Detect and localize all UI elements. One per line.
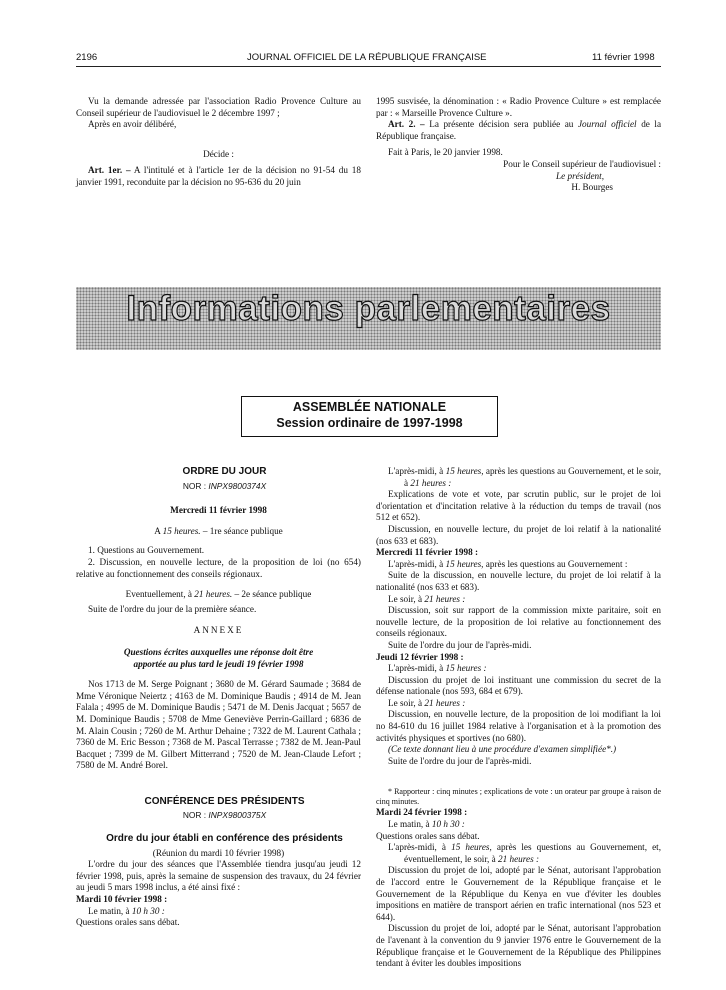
- text: L'après-midi, à: [388, 466, 444, 476]
- time-line: [376, 663, 661, 675]
- ordre-etabli-title: Ordre du jour établi en conférence des présidents: [106, 833, 343, 845]
- time-line: [376, 842, 661, 865]
- page-number: 2196: [76, 52, 98, 63]
- text: L'après-midi, à: [388, 663, 444, 674]
- text: L'après-midi, à: [388, 558, 444, 569]
- top-right-column: [376, 96, 661, 194]
- time-line: [376, 466, 661, 489]
- assembly-box: [241, 396, 498, 437]
- nor-code: INPX9800374X: [208, 480, 267, 491]
- text: Le matin, à: [388, 819, 430, 830]
- paragraph: Questions orales sans débat.: [76, 917, 180, 928]
- article-text: A l'intitulé et à l'article 1er de la décision no 91-54 du 18 janvier 1991, reconduite par la décision no 95-636 du 20 juin: [76, 165, 361, 187]
- article-2: [376, 119, 661, 142]
- banner-title: Informations parlementaires: [126, 289, 611, 328]
- time-line: [376, 698, 661, 710]
- time: 15 heures,: [445, 558, 484, 569]
- text: après les questions au Gouvernement, et le soir, à: [404, 466, 662, 488]
- nor-code: INPX9800375X: [208, 810, 267, 821]
- assembly-name: ASSEMBLÉE NATIONALE: [292, 400, 447, 414]
- reunion-line: (Réunion du mardi 10 février 1998): [152, 847, 285, 858]
- paragraph: Suite de l'ordre du jour de l'après-midi.: [388, 639, 532, 650]
- text: Le soir, à: [388, 697, 423, 708]
- session-name: Session ordinaire de 1997-1998: [276, 416, 463, 430]
- paragraph: Explications de vote et vote, par scrutin public, sur le projet de loi d'orientation et d'incitation relative à la réduction du temps de travail (nos 512 et 652).: [376, 489, 661, 523]
- time: 15 heures,: [445, 466, 484, 476]
- header-rule: [76, 66, 661, 67]
- seance-line: [76, 589, 361, 601]
- header-date: 11 février 1998: [592, 52, 655, 63]
- article-text: de la République française.: [376, 119, 662, 141]
- time-line: [76, 906, 361, 918]
- paragraph: Discussion du projet de loi instituant une commission du secret de la défense nationale (nos 593, 684 et 679).: [376, 674, 661, 697]
- journal-name: Journal officiel: [577, 119, 637, 130]
- paragraph: Discussion, en nouvelle lecture, du projet de loi relatif à la nationalité (nos 633 et 683).: [376, 523, 661, 546]
- nor-label: NOR :: [182, 810, 207, 821]
- time: 21 heures :: [424, 593, 466, 604]
- article-1: [76, 165, 361, 188]
- conference-title: CONFÉRENCE DES PRÉSIDENTS: [144, 795, 305, 807]
- text: après les questions au Gouvernement, et, éventuellement, le soir, à: [404, 842, 662, 864]
- date-heading: Mardi 24 février 1998 :: [376, 807, 468, 818]
- text: Eventuellement, à: [125, 589, 192, 600]
- article-text: La présente décision sera publiée au: [429, 119, 574, 130]
- article-label: Art. 2. –: [388, 119, 425, 130]
- text: après les questions au Gouvernement :: [485, 558, 628, 569]
- left-column: [76, 466, 361, 929]
- signoff: Pour le Conseil supérieur de l'audiovisuel :: [503, 158, 661, 169]
- time-line: [376, 559, 661, 571]
- text: – 1re séance publique: [202, 525, 283, 536]
- time: 15 heures,: [451, 842, 492, 853]
- time: 21 heures :: [410, 477, 452, 488]
- time: 10 h 30 :: [131, 905, 165, 916]
- text: Le matin, à: [88, 905, 130, 916]
- annexe-title: Questions écrites auxquelles une réponse doit être apportée au plus tard le jeudi 19 février 1998: [123, 646, 314, 669]
- paragraph: L'ordre du jour des séances que l'Assemblée tiendra jusqu'au jeudi 12 février 1998, puis, après la semaine de suspension des travaux, du 24 février au jeudi 5 mars 1998 inclus, a été ainsi fixé :: [76, 859, 361, 893]
- agenda-item: 2. Discussion, en nouvelle lecture, de la proposition de loi (no 654) relative au fonctionnement des conseils régionaux.: [76, 556, 361, 579]
- text: L'après-midi, à: [388, 842, 447, 853]
- text: Le soir, à: [388, 593, 423, 604]
- agenda-item: 1. Questions au Gouvernement.: [88, 545, 205, 556]
- date-heading: Mercredi 11 février 1998 :: [376, 547, 479, 558]
- seance-line: [76, 526, 361, 538]
- time: 15 heures.: [162, 525, 201, 536]
- top-left-column: [76, 96, 361, 189]
- paragraph: Discussion, soit sur rapport de la commission mixte paritaire, soit en nouvelle lecture, de la proposition de loi relative au fonctionnement des conseils régionaux.: [376, 605, 661, 639]
- ordre-du-jour-title: ORDRE DU JOUR: [182, 466, 267, 477]
- section-banner: [76, 287, 661, 350]
- paragraph: Suite de l'ordre du jour de la première séance.: [88, 603, 257, 614]
- paragraph: Discussion du projet de loi, adopté par le Sénat, autorisant l'approbation de l'accord entre le Gouvernement de la République française et le Gouvernement de la République du Kenya en vue d'éviter les doubles impositions en matière de transport aérien en trafic international (nos 523 et 644).: [376, 865, 661, 922]
- annexe-heading: ANNEXE: [193, 625, 244, 636]
- date-heading: Jeudi 12 février 1998 :: [376, 651, 464, 662]
- right-column: [376, 466, 661, 970]
- footnote: * Rapporteur : cinq minutes ; explications de vote : un orateur par groupe à raison de cinq minutes.: [376, 787, 661, 807]
- paragraph: Discussion, en nouvelle lecture, de la proposition de loi modifiant la loi no 84-610 du 16 juillet 1984 relative à l'organisation et à la promotion des activités physiques et sportives (no 680).: [376, 709, 661, 743]
- time: 21 heures.: [194, 589, 233, 600]
- paragraph: Après en avoir délibéré,: [88, 119, 177, 130]
- decide-heading: Décide :: [203, 148, 234, 159]
- questions-list: Nos 1713 de M. Serge Poignant ; 3680 de M. Gérard Saumade ; 3684 de Mme Véronique Neiertz ; 4163 de M. Dominique Baudis ; 4914 de M. Jean Falala ; 4995 de M. Dominique Baudis ; 5471 de M. Denis Jacquat ; 5657 de M. Dominique Baudis ; 5708 de Mme Geneviève Perrin-Gaillard ; 6836 de M. Alain Cousin ; 7260 de M. Arthur Dehaine ; 7322 de M. Laurent Cathala ; 7360 de M. Eric Besson ; 7368 de M. Pascal Terrasse ; 7382 de M. Jean-Paul Bacquet ; 7399 de M. Gilbert Mitterrand ; 7520 de M. Jean-Claude Lefort ; 7580 de M. André Borel.: [76, 679, 361, 771]
- text: – 2e séance publique: [234, 589, 312, 600]
- paragraph: Questions orales sans débat.: [376, 830, 480, 841]
- nor-reference: [76, 481, 361, 493]
- signatory-role: Le président,: [556, 170, 604, 181]
- paragraph: Suite de la discussion, en nouvelle lecture, du projet de loi relatif à la nationalité (nos 633 et 683).: [376, 570, 661, 592]
- time: 21 heures :: [498, 853, 540, 864]
- paragraph: Vu la demande adressée par l'association Radio Provence Culture au Conseil supérieur de l'audiovisuel le 2 décembre 1997 ;: [76, 96, 361, 118]
- date-heading: Mardi 10 février 1998 :: [76, 894, 168, 905]
- time-line: [376, 594, 661, 606]
- time-line: [376, 819, 661, 831]
- date-heading: Mercredi 11 février 1998: [170, 505, 267, 516]
- paragraph: 1995 susvisée, la dénomination : « Radio Provence Culture » est remplacée par : « Marseille Provence Culture ».: [376, 96, 661, 118]
- place-date: Fait à Paris, le 20 janvier 1998.: [388, 147, 503, 158]
- time: 15 heures :: [445, 663, 487, 674]
- procedure-note: (Ce texte donnant lieu à une procédure d'examen simplifiée*.): [388, 744, 617, 755]
- journal-title: JOURNAL OFFICIEL DE LA RÉPUBLIQUE FRANÇAISE: [247, 52, 487, 63]
- time: 10 h 30 :: [431, 819, 465, 830]
- text: A: [154, 525, 161, 536]
- signatory-name: H. Bourges: [571, 182, 613, 193]
- time: 21 heures :: [424, 697, 466, 708]
- nor-reference: [76, 810, 361, 822]
- article-label: Art. 1er. –: [88, 165, 131, 176]
- paragraph: Suite de l'ordre du jour de l'après-midi.: [388, 755, 532, 766]
- paragraph: Discussion du projet de loi, adopté par le Sénat, autorisant l'approbation de l'avenant à la convention du 9 janvier 1976 entre le Gouvernement de la République française et le Gouvernement de la République des Philippines tendant à éviter les doubles impositions: [376, 923, 661, 969]
- nor-label: NOR :: [182, 480, 207, 491]
